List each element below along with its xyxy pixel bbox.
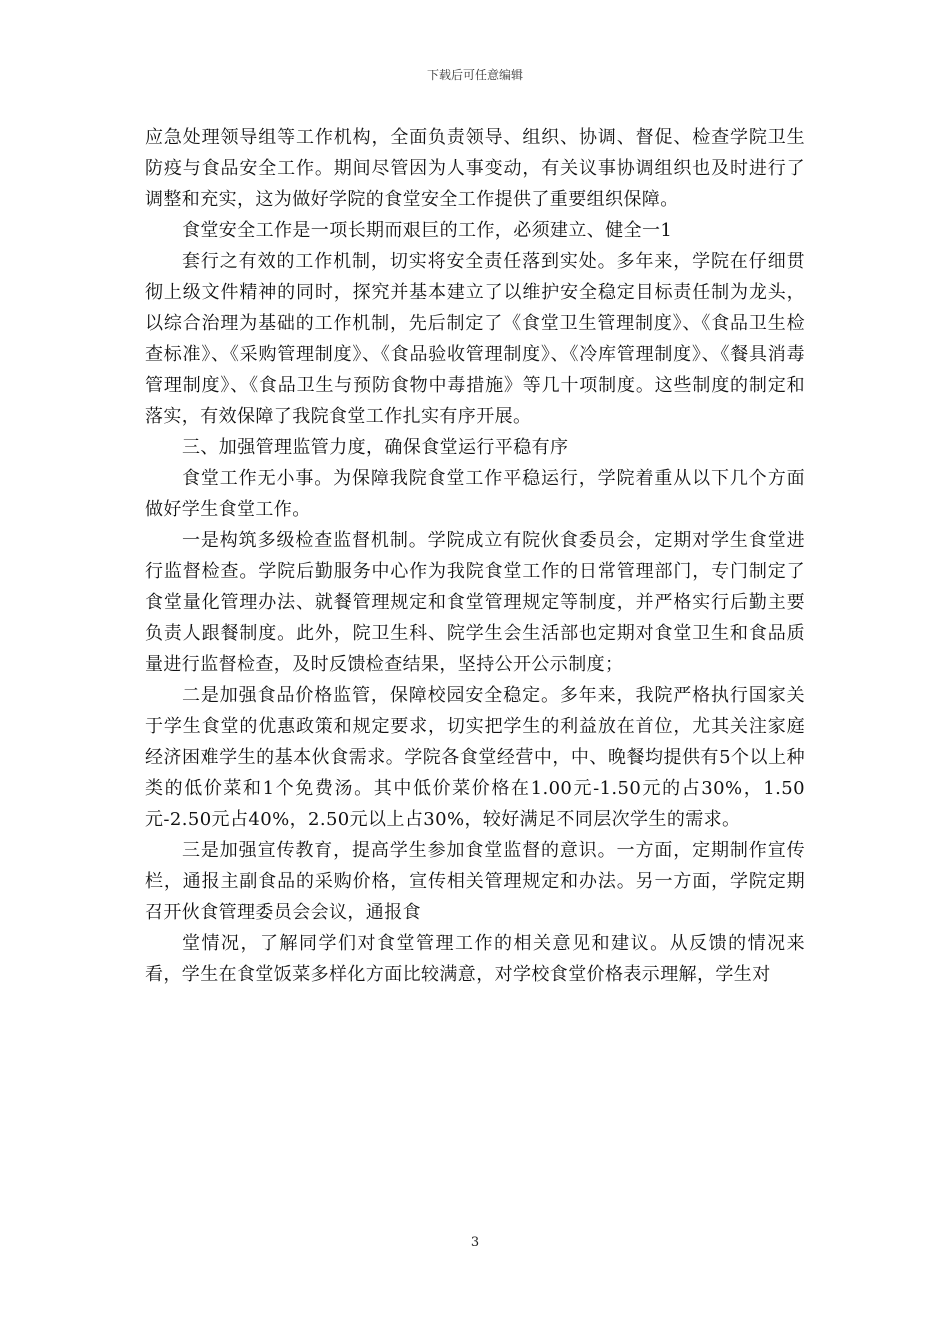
page-header: 下载后可任意编辑 [426, 68, 523, 82]
document-body [145, 122, 805, 990]
paragraph-2: 食堂安全工作是一项长期而艰巨的工作，必须建立、健全一1 [182, 220, 673, 241]
paragraph-5: 食堂工作无小事。为保障我院食堂工作平稳运行，学院着重从以下几个方面做好学生食堂工作。 [145, 468, 805, 520]
paragraph-3: 套行之有效的工作机制，切实将安全责任落到实处。多年来，学院在仔细贯彻上级文件精神的同时，探究并基本建立了以维护安全稳定目标责任制为龙头，以综合治理为基础的工作机制，先后制定了《食堂卫生管理制度》、《食品卫生检查标准》、《采购管理制度》、《食品验收管理制度》、《冷库管理制度》、《餐具消毒管理制度》、《食品卫生与预防食物中毒措施》等几十项制度。这些制度的制定和落实，有效保障了我院食堂工作扎实有序开展。 [145, 251, 805, 427]
paragraph-7: 二是加强食品价格监管，保障校园安全稳定。多年来，我院严格执行国家关于学生食堂的优惠政策和规定要求，切实把学生的利益放在首位，尤其关注家庭经济困难学生的基本伙食需求。学院各食堂经营中，中、晚餐均提供有5个以上种类的低价菜和1个免费汤。其中低价菜价格在1.00元-1.50元的占30%，1.50元-2.50元占40%，2.50元以上占30%，较好满足不同层次学生的需求。 [145, 685, 805, 830]
paragraph-8: 三是加强宣传教育，提高学生参加食堂监督的意识。一方面，定期制作宣传栏，通报主副食品的采购价格，宣传相关管理规定和办法。另一方面，学院定期召开伙食管理委员会会议，通报食 [145, 840, 805, 923]
page-number: 3 [470, 1235, 480, 1250]
paragraph-6: 一是构筑多级检查监督机制。学院成立有院伙食委员会，定期对学生食堂进行监督检查。学院后勤服务中心作为我院食堂工作的日常管理部门，专门制定了食堂量化管理办法、就餐管理规定和食堂管理规定等制度，并严格实行后勤主要负责人跟餐制度。此外，院卫生科、院学生会生活部也定期对食堂卫生和食品质量进行监督检查，及时反馈检查结果，坚持公开公示制度； [145, 530, 805, 675]
section-heading: 三、加强管理监管力度，确保食堂运行平稳有序 [182, 437, 569, 458]
paragraph-9: 堂情况，了解同学们对食堂管理工作的相关意见和建议。从反馈的情况来看，学生在食堂饭菜多样化方面比较满意，对学校食堂价格表示理解，学生对 [145, 933, 805, 985]
paragraph-1: 应急处理领导组等工作机构，全面负责领导、组织、协调、督促、检查学院卫生防疫与食品安全工作。期间尽管因为人事变动，有关议事协调组织也及时进行了调整和充实，这为做好学院的食堂安全工作提供了重要组织保障。 [145, 127, 805, 210]
